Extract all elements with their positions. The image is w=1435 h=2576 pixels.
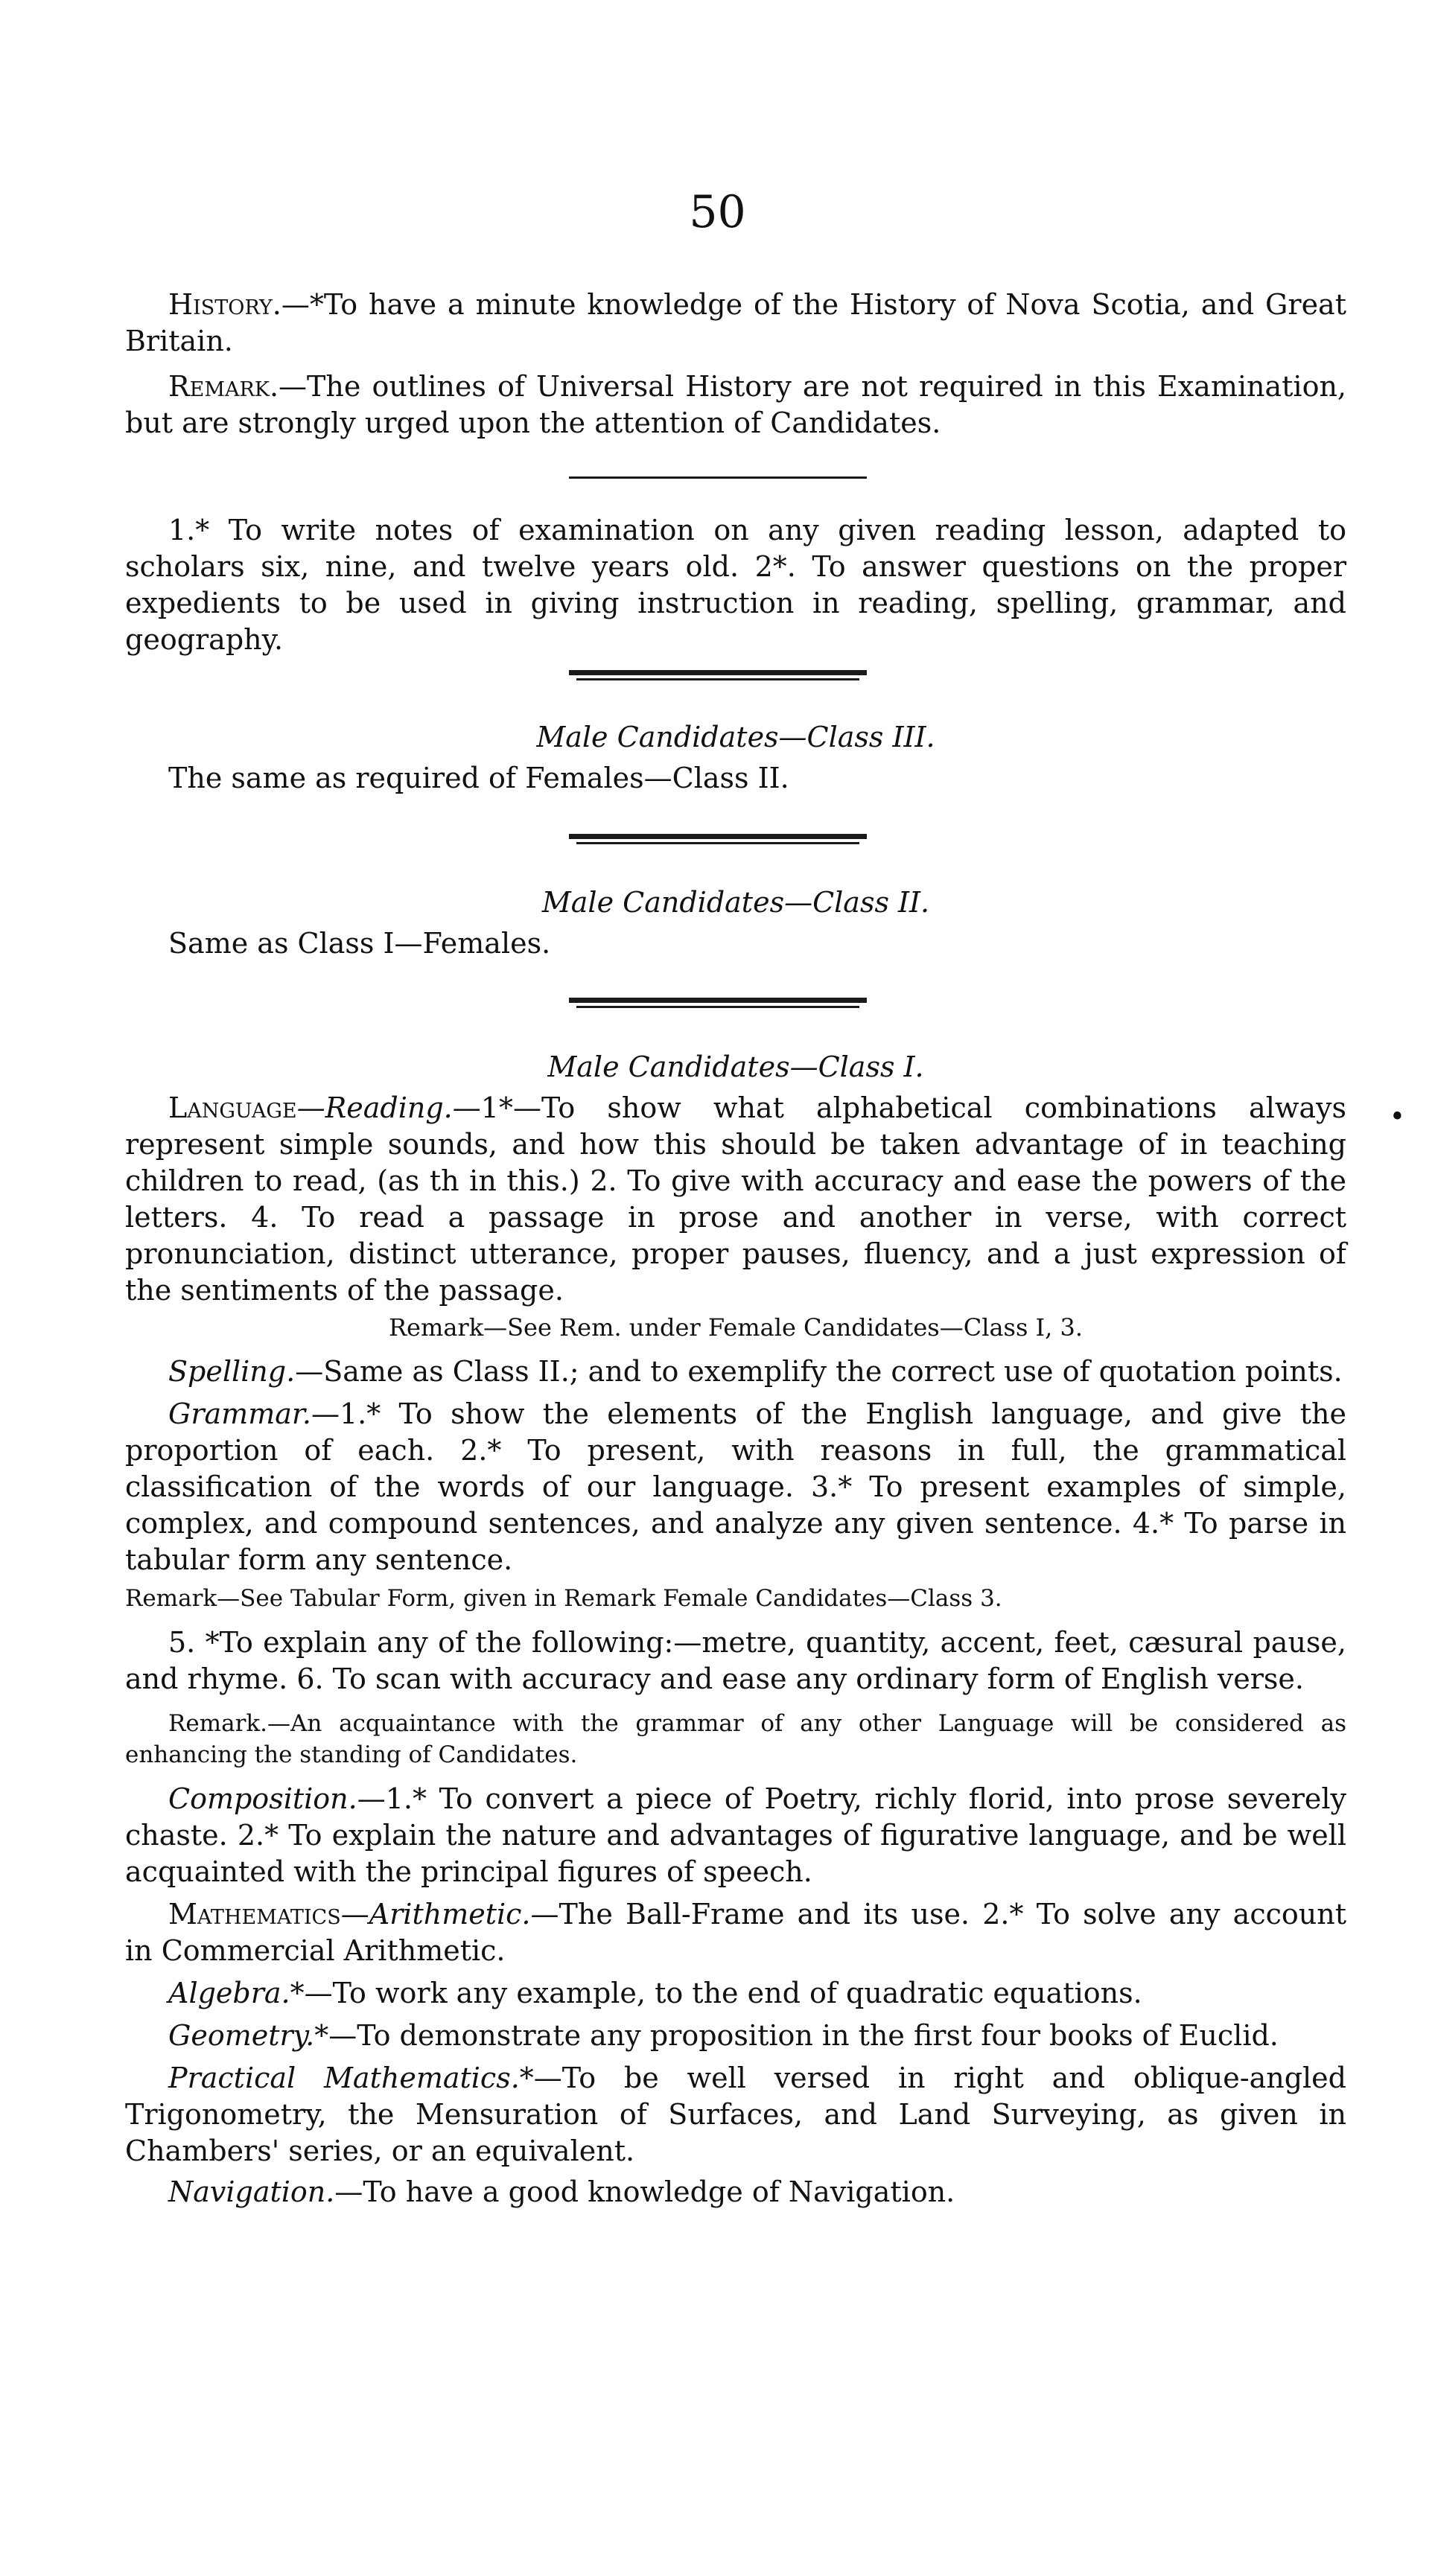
- math-head: Mathematics: [168, 1898, 341, 1931]
- history-section: [125, 287, 1346, 441]
- spelling-head: Spelling.: [168, 1355, 296, 1388]
- divider-rule-thick: [0, 998, 1435, 1008]
- grammar-head: Grammar.: [168, 1397, 311, 1430]
- class1-section: [125, 1048, 1346, 2210]
- class3-section: [125, 718, 1346, 797]
- geometry-head: Geometry.: [168, 2019, 315, 2052]
- prosody-paragraph: 5. *To explain any of the following:—metre, quantity, accent, feet, cæsural pause, and rhyme. 6. To scan with accuracy and ease any ordinary form of English verse.: [125, 1626, 1346, 1695]
- class3-title: Male Candidates—Class III.: [536, 721, 935, 753]
- history-head: History.: [168, 288, 281, 321]
- language-paragraph: [125, 1090, 1346, 1309]
- practical-head: Practical Mathematics.: [168, 2062, 520, 2094]
- composition-text: —1.* To convert a piece of Poetry, richly florid, into prose severely chaste. 2.* To explain the nature and advantages of figurative language, and be well acquainted with the principal figures of speech.: [125, 1782, 1346, 1888]
- navigation-text: —To have a good knowledge of Navigation.: [334, 2175, 955, 2208]
- grammar-paragraph: [125, 1396, 1346, 1578]
- remark-text: —The outlines of Universal History are not required in this Examination, but are strongly urged upon the attention of Candidates.: [125, 370, 1346, 439]
- divider-rule-thick: [0, 834, 1435, 844]
- class1-title: Male Candidates—Class I.: [547, 1051, 924, 1083]
- spelling-text: —Same as Class II.; and to exemplify the correct use of quotation points.: [295, 1355, 1343, 1388]
- history-text: —*To have a minute knowledge of the History of Nova Scotia, and Great Britain.: [125, 288, 1346, 357]
- geometry-paragraph: [125, 2018, 1346, 2054]
- class2-text: Same as Class I—Females.: [168, 927, 551, 960]
- remark-head: Remark.: [168, 370, 279, 403]
- composition-paragraph: [125, 1781, 1346, 1890]
- class2-section: [125, 884, 1346, 962]
- composition-head: Composition.: [168, 1782, 357, 1815]
- navigation-head: Navigation.: [168, 2175, 335, 2208]
- language-head: Language: [168, 1091, 297, 1124]
- algebra-text: *—To work any example, to the end of quadratic equations.: [290, 1977, 1142, 2009]
- geometry-text: *—To demonstrate any proposition in the first four books of Euclid.: [314, 2019, 1279, 2052]
- algebra-paragraph: [125, 1975, 1346, 2012]
- practical-text: *—To be well versed in right and oblique-angled Trigonometry, the Mensuration of Surfaces, and Land Surveying, as given in Chambers' series, or an equivalent.: [125, 2062, 1346, 2167]
- remark-grammar: Remark—See Tabular Form, given in Remark Female Candidates—Class 3.: [125, 1585, 1002, 1612]
- spelling-paragraph: [125, 1354, 1346, 1390]
- math-sub: —Arithmetic.: [340, 1898, 531, 1931]
- class3-text: The same as required of Females—Class II.: [168, 762, 789, 794]
- grammar-text: —1.* To show the elements of the English language, and give the proportion of each. 2.* To present, with reasons in full, the grammatical classification of the words of our language. 3.* To present examples of simple, complex, and compound sentences, and analyze any given sentence. 4.* To parse in tabular form any sentence.: [125, 1397, 1346, 1576]
- remark-paragraph: [125, 369, 1346, 441]
- teaching-paragraph: 1.* To write notes of examination on any given reading lesson, adapted to scholars six, nine, and twelve years old. 2*. To answer questions on the proper expedients to be used in giving instruction in reading, spelling, grammar, and geography.: [125, 514, 1346, 656]
- margin-mark: •: [1389, 1102, 1405, 1132]
- algebra-head: Algebra.: [168, 1977, 290, 2009]
- teaching-section: [125, 512, 1346, 658]
- navigation-paragraph: [125, 2174, 1346, 2210]
- language-text: —1*—To show what alphabetical combinations always represent simple sounds, and how this should be taken advantage of in teaching children to read, (as th in this.) 2. To give with accuracy and ease the powers of the letters. 4. To read a passage in prose and another in verse, with correct pronunciation, distinct utterance, proper pauses, fluency, and a just expression of the sentiments of the passage.: [125, 1091, 1346, 1307]
- remark-language: Remark.—An acquaintance with the grammar of any other Language will be considered as enhancing the standing of Candidates.: [125, 1710, 1346, 1768]
- divider-rule: [0, 476, 1435, 479]
- remark-reading: Remark—See Rem. under Female Candidates—Class I, 3.: [388, 1313, 1084, 1342]
- class2-title: Male Candidates—Class II.: [541, 886, 930, 919]
- math-text: —The Ball-Frame and its use. 2.* To solve any account in Commercial Arithmetic.: [125, 1898, 1346, 1967]
- history-paragraph: [125, 287, 1346, 360]
- practical-math-paragraph: [125, 2060, 1346, 2169]
- mathematics-paragraph: [125, 1896, 1346, 1969]
- divider-rule-thick: [0, 670, 1435, 680]
- page-number: 50: [689, 186, 746, 238]
- language-sub: —Reading.: [296, 1091, 453, 1124]
